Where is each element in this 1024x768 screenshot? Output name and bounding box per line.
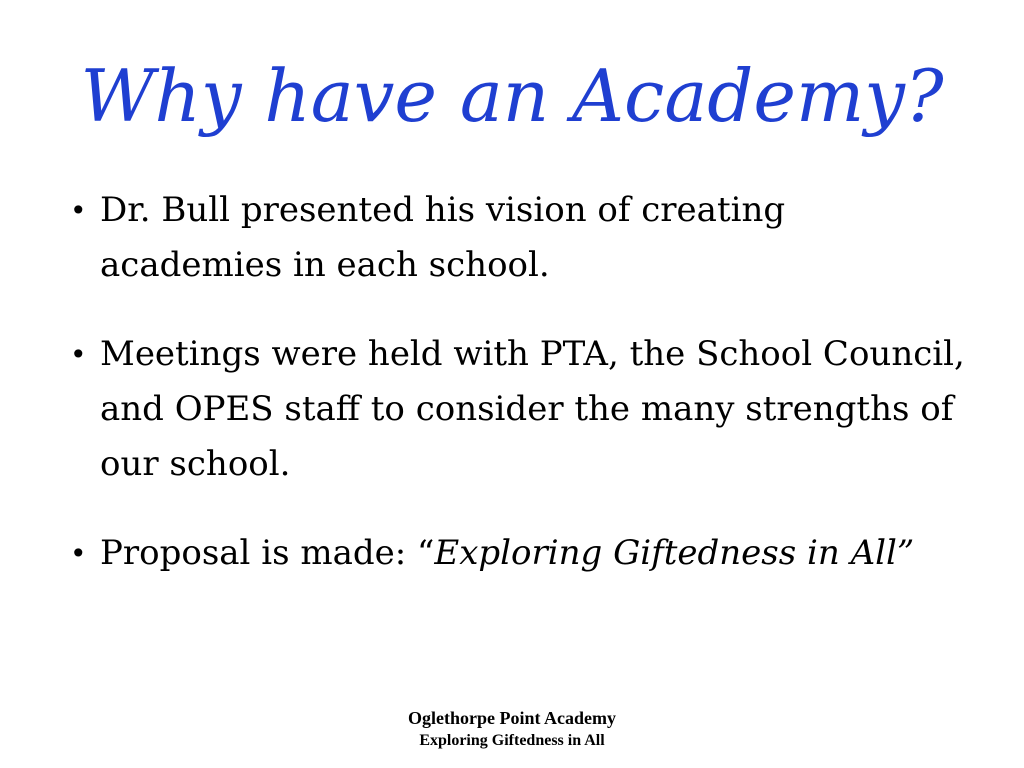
footer-school-name: Oglethorpe Point Academy [408,708,616,728]
bullet-item-vision [70,183,970,293]
bullet-text: Proposal is made: “ [100,533,435,573]
bullet-list [70,183,970,615]
bullet-dot-icon: • [70,338,87,371]
bullet-dot-icon: • [70,194,87,227]
bullet-item-proposal [70,526,970,581]
bullet-dot-icon: • [70,537,87,570]
slide-title: Why have an Academy? [80,54,944,138]
bullet-text: Dr. Bull presented his vision of creating academies in each school. [100,190,786,285]
bullet-item-meetings [70,327,970,492]
bullet-emphasis-text: Exploring Giftedness in All” [434,533,915,573]
slide-footer [0,706,1024,752]
footer-tagline: Exploring Giftedness in All [419,732,605,749]
bullet-text: Meetings were held with PTA, the School Council, and OPES staff to consider the many strengths of our school. [100,334,965,484]
